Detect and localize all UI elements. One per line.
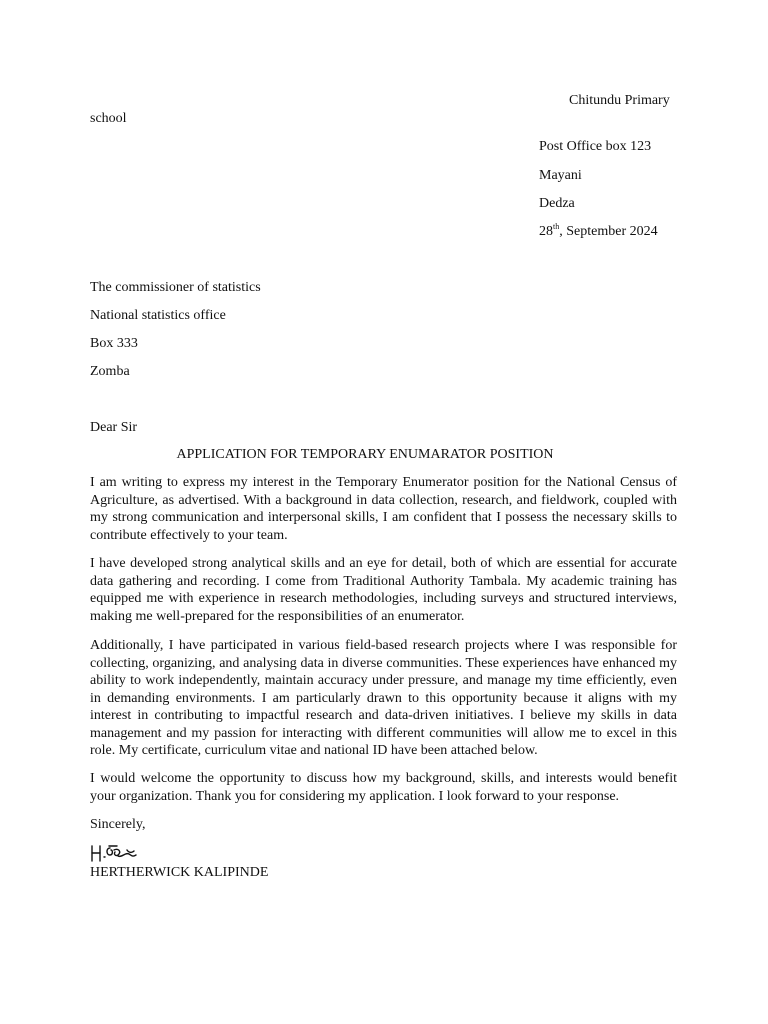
recipient-box: Box 333	[90, 336, 138, 351]
recipient-office: National statistics office	[90, 308, 226, 323]
recipient-city: Zomba	[90, 364, 130, 379]
salutation: Dear Sir	[90, 420, 138, 435]
date-rest: , September 2024	[559, 224, 658, 239]
recipient-title: The commissioner of statistics	[90, 280, 261, 295]
sender-school-line1: Chitundu Primary	[569, 93, 670, 108]
subject-heading: APPLICATION FOR TEMPORARY ENUMARATOR POSITION	[176, 447, 554, 462]
date-suffix: th	[553, 222, 560, 231]
body-paragraph-1: I am writing to express my interest in the Temporary Enumerator position for the National Census of Agriculture, as advertised. With a background in data collection, research, and fieldwork, coupled with my strong communication and interpersonal skills, I am confident that I possess the necessary skills to contribute effectively to your team.	[90, 475, 677, 543]
closing: Sincerely,	[90, 817, 146, 832]
date-day: 28	[539, 224, 553, 239]
sender-school-line2: school	[90, 111, 127, 126]
sender-district: Dedza	[539, 196, 575, 211]
body-paragraph-3: Additionally, I have participated in various field-based research projects where I was responsible for collecting, organizing, and analysing data in diverse communities. These experiences have enhanced my ability to work independently, maintain accuracy under pressure, and manage my time efficiently, even in demanding environments. I am particularly drawn to this opportunity because it aligns with my interest in contributing to impactful research and data-driven initiatives. I believe my skills in data management and my passion for interacting with different communities will allow me to excel in this role. My certificate, curriculum vitae and national ID have been attached below.	[90, 638, 677, 758]
signatory-name: HERTHERWICK KALIPINDE	[90, 865, 269, 880]
sender-village: Mayani	[539, 168, 582, 183]
body-paragraph-4: I would welcome the opportunity to discuss how my background, skills, and interests would benefit your organization. Thank you for considering my application. I look forward to your response.	[90, 771, 677, 804]
body-paragraph-2: I have developed strong analytical skills and an eye for detail, both of which are essential for accurate data gathering and recording. I come from Traditional Authority Tambala. My academic training has equipped me with experience in research methodologies, including surveys and structured interviews, making me well-prepared for the responsibilities of an enumerator.	[90, 556, 677, 624]
sender-po-box: Post Office box 123	[539, 139, 652, 154]
letter-date	[539, 223, 658, 241]
